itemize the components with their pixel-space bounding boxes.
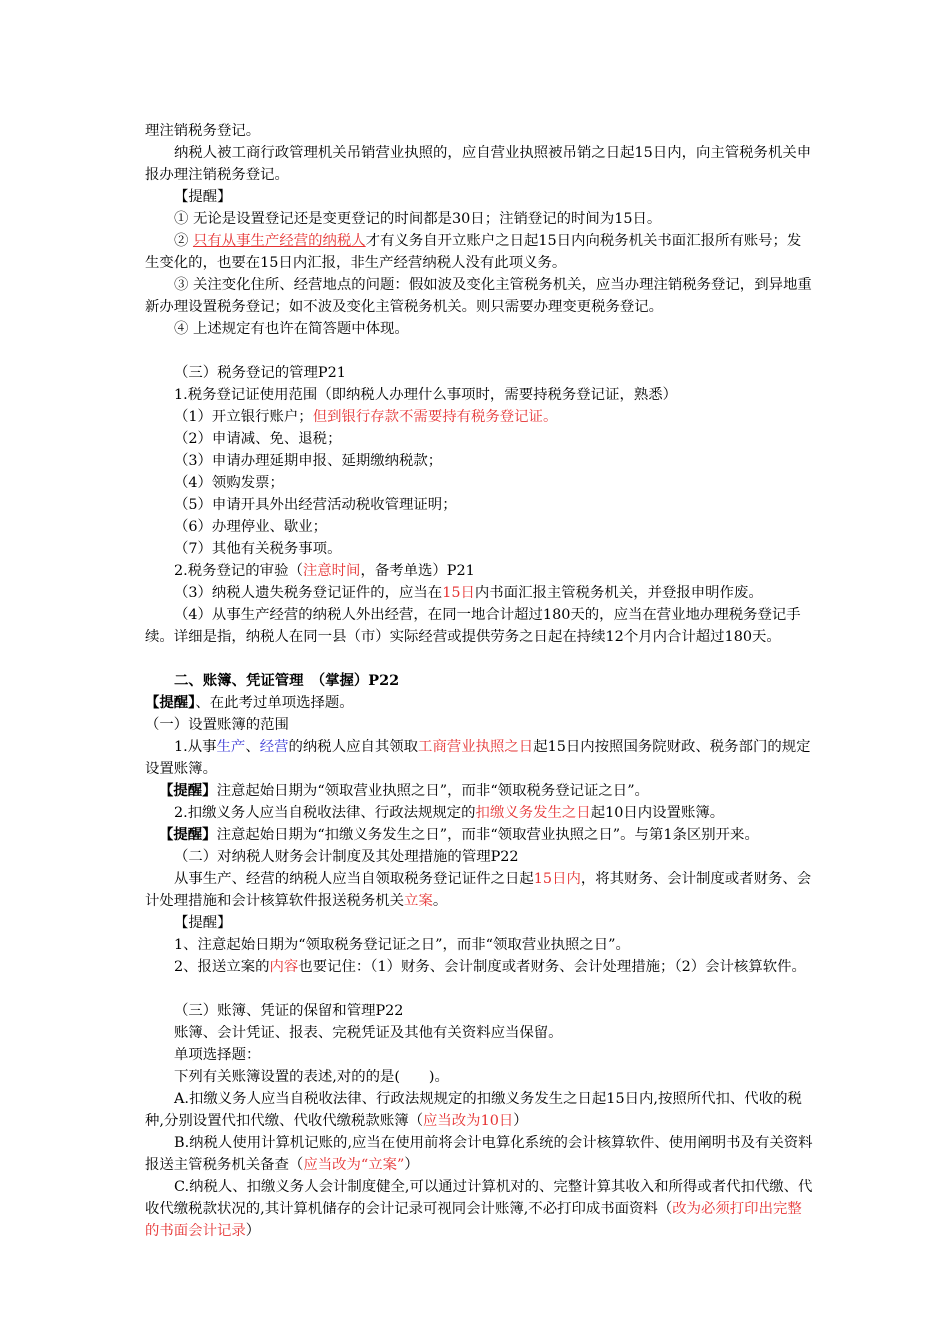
paragraph: 纳税人被工商行政管理机关吊销营业执照的，应自营业执照被吊销之日起15日内，向主管税务机关申报办理注销税务登记。 [145,145,812,183]
list-item: （4）领购发票； [174,475,284,491]
red-highlight: 应当改为10日 [423,1113,514,1129]
text-span: A.扣缴义务人应当自税收法律、行政法规规定的扣缴义务发生之日起15日内,按照所代扣、代收的税种,分别设置代扣代缴、代收代缴税款账簿（ [145,1091,802,1129]
red-highlight: 改为必须打印出完整的书面会计记录 [145,1201,802,1239]
paragraph [145,582,815,604]
reminder-item-4: ④ 上述规定有也许在简答题中体现。 [174,321,409,337]
list-item: （5）申请开具外出经营活动税收管理证明； [174,497,457,513]
paragraph [145,956,815,978]
reminder-item-2 [145,230,815,274]
text-span: 、在此考过单项选择题。 [195,695,354,711]
paragraph [145,802,815,824]
text-span: 也要记住：（1）财务、会计制度或者财务、会计处理措施；（2）会计核算软件。 [298,959,806,975]
red-highlight: 只有从事生产经营的纳税人 [192,233,366,249]
red-highlight: 工商营业执照之日 [418,739,534,755]
paragraph: （4）从事生产经营的纳税人外出经营，在同一地合计超过180天的，应当在营业地办理税务登记手续。详细是指，纳税人在同一县（市）实际经营或提供劳务之日起在持续12个月内合计超过180天。 [145,607,801,645]
paragraph: 理注销税务登记。 [145,123,261,139]
paragraph [145,780,815,802]
reminder-heading: 【提醒】 [174,915,232,931]
text-span: ，备考单选）P21 [360,563,475,579]
spacer [145,978,815,1000]
blue-highlight: 生产 [216,739,246,755]
paragraph: 1、注意起始日期为“领取税务登记证之日”，而非“领取营业执照之日”。 [174,937,630,953]
text-span: ） [513,1113,528,1129]
text-span: （3）纳税人遗失税务登记证件的，应当在 [174,585,443,601]
spacer [145,340,815,362]
question-option-b [145,1132,815,1176]
subsection-heading: （一）设置账簿的范围 [145,717,289,733]
text-span: C.纳税人、扣缴义务人会计制度健全,可以通过计算机对的、完整计算其收入和所得或者代扣代缴、代收代缴税款状况的,其计算机储存的会计记录可视同会计账簿,不必打印成书面资料（ [145,1179,813,1217]
paragraph [145,560,815,582]
list-item [145,406,815,428]
text-span: ） [404,1157,419,1173]
text-span: 才有义务自开立账户之日起15日内向税务机关书面汇报所有账号；发生变化的，也要在15日内汇报，非生产经营纳税人没有此项义务。 [145,233,802,271]
red-highlight: 注意时间 [302,563,361,579]
text-span: ② [174,233,193,249]
text-span: 注意起始日期为“扣缴义务发生之日”，而非“领取营业执照之日”。与第1条区别开来。 [216,827,759,843]
text-span: 起15日内按照国务院财政、税务部门的规定设置账簿。 [145,739,811,777]
text-span: 从事生产、经营的纳税人应当自领取税务登记证件之日起 [174,871,534,887]
text-span: 1.从事 [174,739,217,755]
text-span: 【提醒】 [145,694,196,711]
paragraph: 1.税务登记证使用范围（即纳税人办理什么事项时，需要持税务登记证，熟悉） [174,387,678,403]
text-span: 注意起始日期为“领取营业执照之日”，而非“领取税务登记证之日”。 [216,783,649,799]
reminder-item-3: ③ 关注变化住所、经营地点的问题：假如波及变化主管税务机关，应当办理注销税务登记，到异地重新办理设置税务登记；如不波及变化主管税务机关。则只需要办理变更税务登记。 [145,277,812,315]
red-highlight: 应当改为“立案” [303,1157,405,1173]
text-span: 、 [245,739,260,755]
document-body [145,120,815,1242]
spacer [145,648,815,670]
blue-highlight: 经营 [259,739,289,755]
red-highlight: 15日内 [533,871,581,887]
red-highlight: 立案 [404,893,433,909]
list-item: （3）申请办理延期申报、延期缴纳税款； [174,453,443,469]
paragraph [145,824,815,846]
subsection-heading: （三）账簿、凭证的保留和管理P22 [174,1003,404,1019]
paragraph [145,736,815,780]
question-option-c [145,1176,815,1242]
text-span: ） [245,1223,261,1239]
text-span: 。 [432,893,448,909]
text-span: 2.税务登记的审验（ [174,563,303,579]
red-highlight: 扣缴义务发生之日 [475,805,591,821]
paragraph: 单项选择题： [174,1047,261,1063]
section-heading: （三）税务登记的管理P21 [174,365,346,381]
text-span: 【提醒】 [159,826,217,843]
reminder-item-1: ① 无论是设置登记还是变更登记的时间都是30日；注销登记的时间为15日。 [174,211,662,227]
text-span: ，将其财务、会计制度或者财务、会计处理措施和会计核算软件报送税务机关 [145,871,812,909]
question-stem: 下列有关账簿设置的表述,对的的是( )。 [174,1069,449,1085]
paragraph [145,692,815,714]
list-item: （2）申请减、免、退税； [174,431,342,447]
text-span: 的纳税人应自其领取 [288,739,419,755]
reminder-heading: 【提醒】 [174,189,232,205]
text-span: 2.扣缴义务人应当自税收法律、行政法规规定的 [174,805,476,821]
section-heading: 二、账簿、凭证管理 （掌握）P22 [174,672,400,689]
text-span: 【提醒】 [159,782,217,799]
text-span: 2、报送立案的 [174,959,270,975]
paragraph [145,868,815,912]
red-highlight: 内容 [269,959,299,975]
text-span: B.纳税人使用计算机记账的,应当在使用前将会计电算化系统的会计核算软件、使用阐明书及有关资料报送主管税务机关备查（ [145,1135,813,1173]
red-highlight: 但到银行存款不需要持有税务登记证。 [312,409,558,425]
list-item: （6）办理停业、歇业； [174,519,328,535]
red-highlight: 15日 [442,585,475,601]
text-span: 内书面汇报主管税务机关，并登报申明作废。 [474,585,763,601]
text-span: 起10日内设置账簿。 [590,805,725,821]
paragraph: 账簿、会计凭证、报表、完税凭证及其他有关资料应当保留。 [174,1025,563,1041]
list-item: （7）其他有关税务事项。 [174,541,342,557]
text-span: （1）开立银行账户； [174,409,313,425]
subsection-heading: （二）对纳税人财务会计制度及其处理措施的管理P22 [174,849,519,865]
question-option-a [145,1088,815,1132]
